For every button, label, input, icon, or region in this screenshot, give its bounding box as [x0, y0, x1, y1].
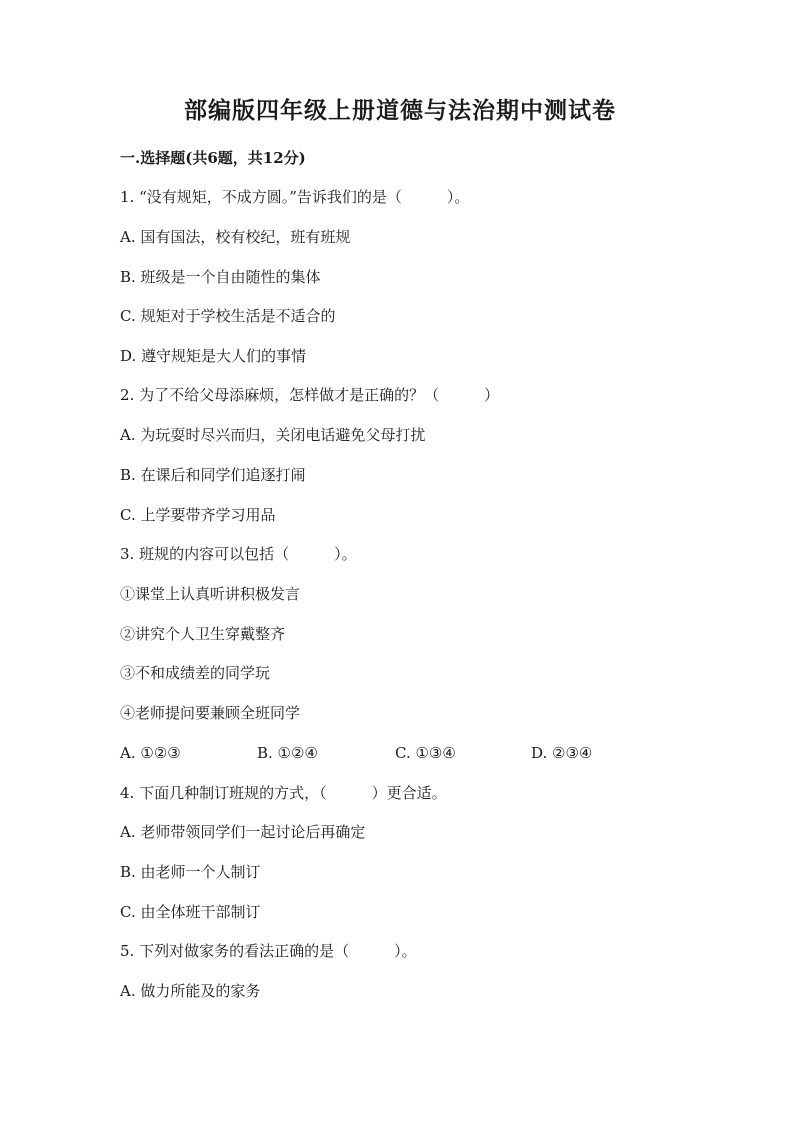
question-1-option-d: D. 遵守规矩是大人们的事情 [120, 347, 307, 365]
question-3-option-a: A. ①②③ [120, 744, 181, 762]
question-5-option-a: A. 做力所能及的家务 [120, 982, 261, 1000]
question-3-options [120, 743, 640, 763]
question-2-option-c: C. 上学要带齐学习用品 [120, 506, 276, 524]
question-3-option-b: B. ①②④ [257, 744, 318, 762]
page-title: 部编版四年级上册道德与法治期中测试卷 [184, 97, 616, 124]
question-4-option-b: B. 由老师一个人制订 [120, 863, 261, 881]
question-1-option-c: C. 规矩对于学校生活是不适合的 [120, 307, 336, 325]
question-4-stem: 4. 下面几种制订班规的方式，（ ）更合适。 [120, 784, 447, 802]
question-3-item-4: ④老师提问要兼顾全班同学 [120, 704, 301, 722]
question-4-option-a: A. 老师带领同学们一起讨论后再确定 [120, 823, 366, 841]
question-2-stem: 2. 为了不给父母添麻烦，怎样做才是正确的？（ ） [120, 386, 500, 404]
question-3-option-c: C. ①③④ [395, 744, 456, 762]
question-5-stem: 5. 下列对做家务的看法正确的是（ ）。 [120, 942, 417, 960]
question-3-option-d: D. ②③④ [531, 744, 593, 762]
question-2-option-a: A. 为玩耍时尽兴而归，关闭电话避免父母打扰 [120, 426, 426, 444]
question-3-item-1: ①课堂上认真听讲积极发言 [120, 585, 301, 603]
question-3-stem: 3. 班规的内容可以包括（ ）。 [120, 545, 357, 563]
section-heading: 一.选择题(共6题，共12分) [120, 149, 306, 167]
question-3-item-3: ③不和成绩差的同学玩 [120, 664, 271, 682]
question-1-option-a: A. 国有国法，校有校纪，班有班规 [120, 228, 351, 246]
question-4-option-c: C. 由全体班干部制订 [120, 903, 261, 921]
question-3-item-2: ②讲究个人卫生穿戴整齐 [120, 625, 286, 643]
question-2-option-b: B. 在课后和同学们追逐打闹 [120, 466, 306, 484]
question-1-option-b: B. 班级是一个自由随性的集体 [120, 268, 321, 286]
question-1-stem: 1. “没有规矩，不成方圆。”告诉我们的是（ ）。 [120, 188, 470, 206]
